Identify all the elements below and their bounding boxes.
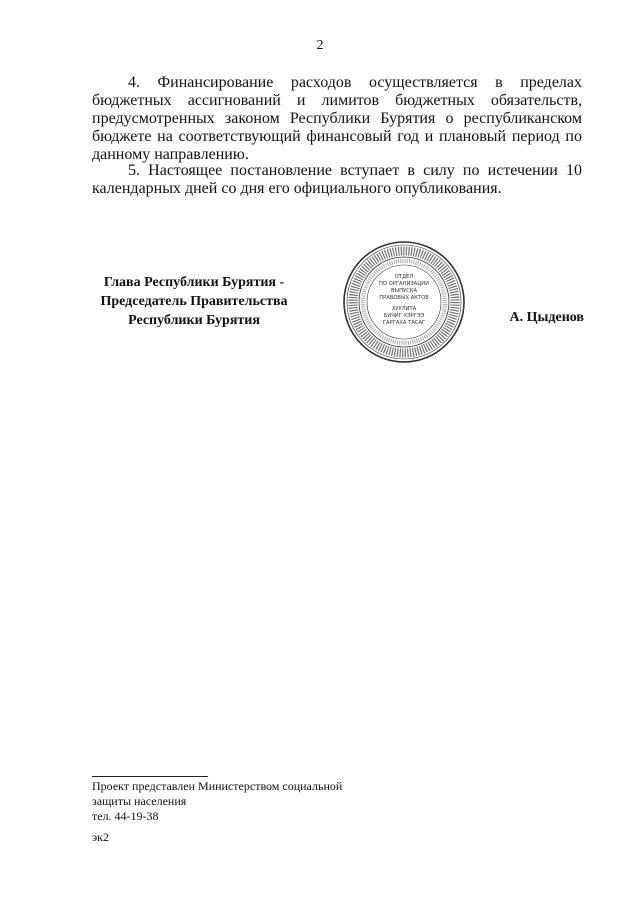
footnote-line: защиты населения <box>92 794 187 808</box>
seal-line: ОТДЕЛ <box>394 274 414 280</box>
seal-line: ПРАВОВЫХ АКТОВ <box>379 295 429 301</box>
signatory-title-line: Председатель Правительства <box>100 294 288 309</box>
signatory-name: А. Цыденов <box>509 310 584 325</box>
seal-line: БИЧИГ ХЭРГЭЭ <box>383 313 425 319</box>
official-seal <box>342 240 466 364</box>
seal-line: ПО ОРГАНИЗАЦИИ <box>378 281 430 287</box>
document-code: эк2 <box>92 830 109 844</box>
seal-middle-ring <box>359 257 449 347</box>
seal-line: ГАРГАХА ТАСАГ <box>382 320 426 326</box>
footnote <box>92 779 342 824</box>
seal-ring-text <box>353 251 455 353</box>
footnote-line: Проект представлен Министерством социальной <box>92 779 343 793</box>
seal-line: ВЫПУСКА <box>390 288 418 294</box>
page-number: 2 <box>316 38 324 53</box>
footnote-line: тел. 44-19-38 <box>92 809 159 823</box>
signatory-title-line: Республики Бурятия <box>128 313 260 328</box>
paragraph-5: 5. Настоящее постановление вступает в силу по истечении 10 календарных дней со дня его официального опубликования. <box>92 162 582 197</box>
signatory-title-line: Глава Республики Бурятия - <box>103 275 285 290</box>
signatory-title <box>78 273 310 330</box>
paragraph-4: 4. Финансирование расходов осуществляется в пределах бюджетных ассигнований и лимитов бюджетных обязательств, предусмотренных законом Республики Бурятия о республиканском бюджете на соответствующий финансовый год и плановый период по данному направлению. <box>92 74 582 163</box>
footnote-divider <box>92 776 208 777</box>
seal-line: ХУУЛИТА <box>391 306 417 312</box>
